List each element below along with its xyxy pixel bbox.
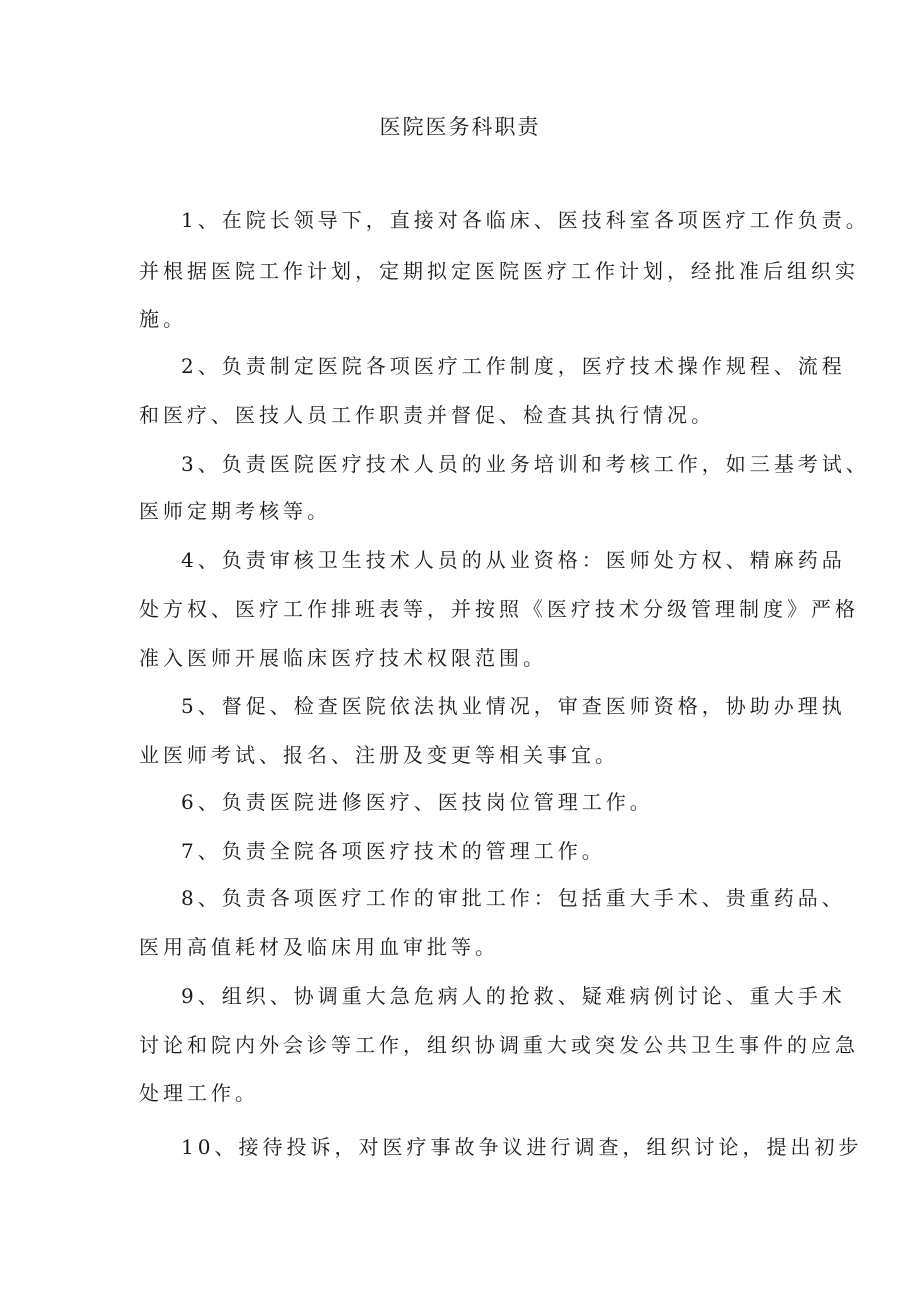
document-title: 医院医务科职责: [379, 115, 541, 139]
duty-9-line-2: 讨论和院内外会诊等工作，组织协调重大或突发公共卫生事件的应急: [139, 1033, 859, 1057]
duty-3-line-2: 医师定期考核等。: [139, 499, 331, 523]
duty-8-line-2: 医用高值耗材及临床用血审批等。: [139, 935, 499, 959]
duty-5-line-2: 业医师考试、报名、注册及变更等相关事宜。: [139, 743, 619, 767]
duty-2-line-1: 2、负责制定医院各项医疗工作制度，医疗技术操作规程、流程: [181, 354, 846, 378]
duty-9-line-3: 处理工作。: [139, 1081, 259, 1105]
duty-6-line-1: 6、负责医院进修医疗、医技岗位管理工作。: [181, 790, 654, 814]
duty-4-line-1: 4、负责审核卫生技术人员的从业资格：医师处方权、精麻药品: [181, 548, 846, 572]
duty-10-line-1: 10、接待投诉，对医疗事故争议进行调查，组织讨论，提出初步: [181, 1135, 863, 1159]
duty-4-line-3: 准入医师开展临床医疗技术权限范围。: [139, 646, 547, 670]
duty-1-line-1: 1、在院长领导下，直接对各临床、医技科室各项医疗工作负责。: [181, 208, 870, 232]
duty-9-line-1: 9、组织、协调重大急危病人的抢救、疑难病例讨论、重大手术: [181, 984, 846, 1008]
duty-1-line-2: 并根据医院工作计划，定期拟定医院医疗工作计划，经批准后组织实: [139, 259, 859, 283]
duty-4-line-2: 处方权、医疗工作排班表等，并按照《医疗技术分级管理制度》严格: [139, 597, 859, 621]
duty-2-line-2: 和医疗、医技人员工作职责并督促、检查其执行情况。: [139, 403, 715, 427]
duty-7-line-1: 7、负责全院各项医疗技术的管理工作。: [181, 839, 606, 863]
duty-3-line-1: 3、负责医院医疗技术人员的业务培训和考核工作，如三基考试、: [181, 452, 870, 476]
duty-8-line-1: 8、负责各项医疗工作的审批工作：包括重大手术、贵重药品、: [181, 886, 846, 910]
duty-1-line-3: 施。: [139, 307, 187, 331]
duty-5-line-1: 5、督促、检查医院依法执业情况，审查医师资格，协助办理执: [181, 694, 846, 718]
